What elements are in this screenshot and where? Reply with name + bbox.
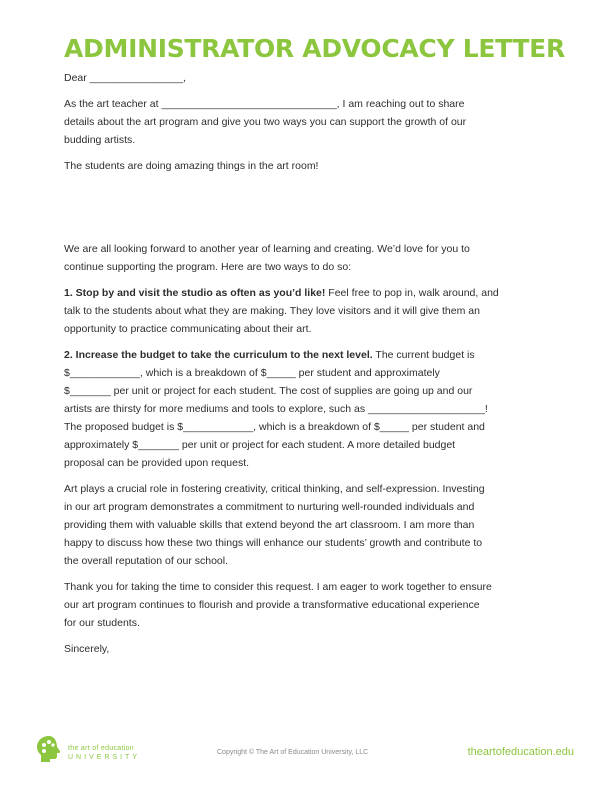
text-line: the overall reputation of our school.	[64, 555, 229, 567]
logo-line-2: UNIVERSITY	[68, 754, 141, 761]
text-line: As the art teacher at ______________________________, I am reaching out to share	[64, 98, 465, 110]
forward-paragraph	[64, 240, 564, 276]
text-line: approximately $_______ per unit or project for each student. A more detailed budget	[64, 439, 456, 451]
text-line: in our art program demonstrates a commitment to nurturing well-rounded individuals and	[64, 501, 475, 513]
text-line: our art program continues to flourish and provide a transformative educational experience	[64, 599, 480, 611]
thanks-paragraph	[64, 578, 564, 632]
text-line: happy to discuss how these two things will enhance our students’ growth and contribute to	[64, 537, 483, 549]
text-line: Thank you for taking the time to consider this request. I am eager to work together to ensure	[64, 581, 492, 593]
website-link[interactable]: theartofeducation.edu	[467, 746, 574, 758]
text-line: providing them with valuable skills that extend beyond the art classroom. I am more than	[64, 519, 475, 531]
page-footer	[0, 730, 612, 770]
letter-body	[64, 68, 564, 658]
way-two-lead-rest: The current budget is	[372, 349, 475, 361]
logo-line-1: the art of education	[68, 745, 134, 752]
copyright-text: Copyright © The Art of Education University, LLC	[217, 749, 369, 756]
text-line: artists are thirsty for more mediums and tools to explore, such as ____________________!	[64, 403, 488, 415]
way-one-lead: 1. Stop by and visit the studio as often as you’d like!	[64, 287, 326, 299]
way-two-lead: 2. Increase the budget to take the curriculum to the next level.	[64, 349, 373, 361]
text-line: opportunity to practice communicating about their art.	[64, 323, 312, 335]
text-line: talk to the students about what they are making. They love visitors and it will give them an	[64, 305, 480, 317]
way-one-lead-rest: Feel free to pop in, walk around, and	[325, 287, 499, 299]
palette-head-logo-icon	[34, 734, 64, 764]
salutation: Dear ________________,	[64, 72, 187, 84]
way-two-paragraph	[64, 346, 564, 472]
amazing-paragraph: The students are doing amazing things in the art room!	[64, 160, 319, 172]
intro-paragraph	[64, 95, 564, 149]
text-line: budding artists.	[64, 134, 136, 146]
text-line: We are all looking forward to another year of learning and creating. We’d love for you to	[64, 243, 470, 255]
text-line: Art plays a crucial role in fostering creativity, critical thinking, and self-expression. Investing	[64, 483, 485, 495]
way-one-paragraph	[64, 284, 564, 338]
importance-paragraph	[64, 480, 564, 570]
text-line	[64, 284, 564, 302]
text-line: $____________, which is a breakdown of $_____ per student and approximately	[64, 367, 440, 379]
text-line: for our students.	[64, 617, 140, 629]
logo-wordmark	[68, 744, 140, 762]
closing: Sincerely,	[64, 643, 110, 655]
text-line: details about the art program and give you two ways you can support the growth of our	[64, 116, 467, 128]
page-title: ADMINISTRATOR ADVOCACY LETTER	[64, 34, 565, 63]
text-line: proposal can be provided upon request.	[64, 457, 250, 469]
text-line	[64, 346, 564, 364]
text-line: The proposed budget is $____________, which is a breakdown of $_____ per student and	[64, 421, 485, 433]
text-line: $_______ per unit or project for each student. The cost of supplies are going up and our	[64, 385, 473, 397]
text-line: continue supporting the program. Here are two ways to do so:	[64, 261, 352, 273]
